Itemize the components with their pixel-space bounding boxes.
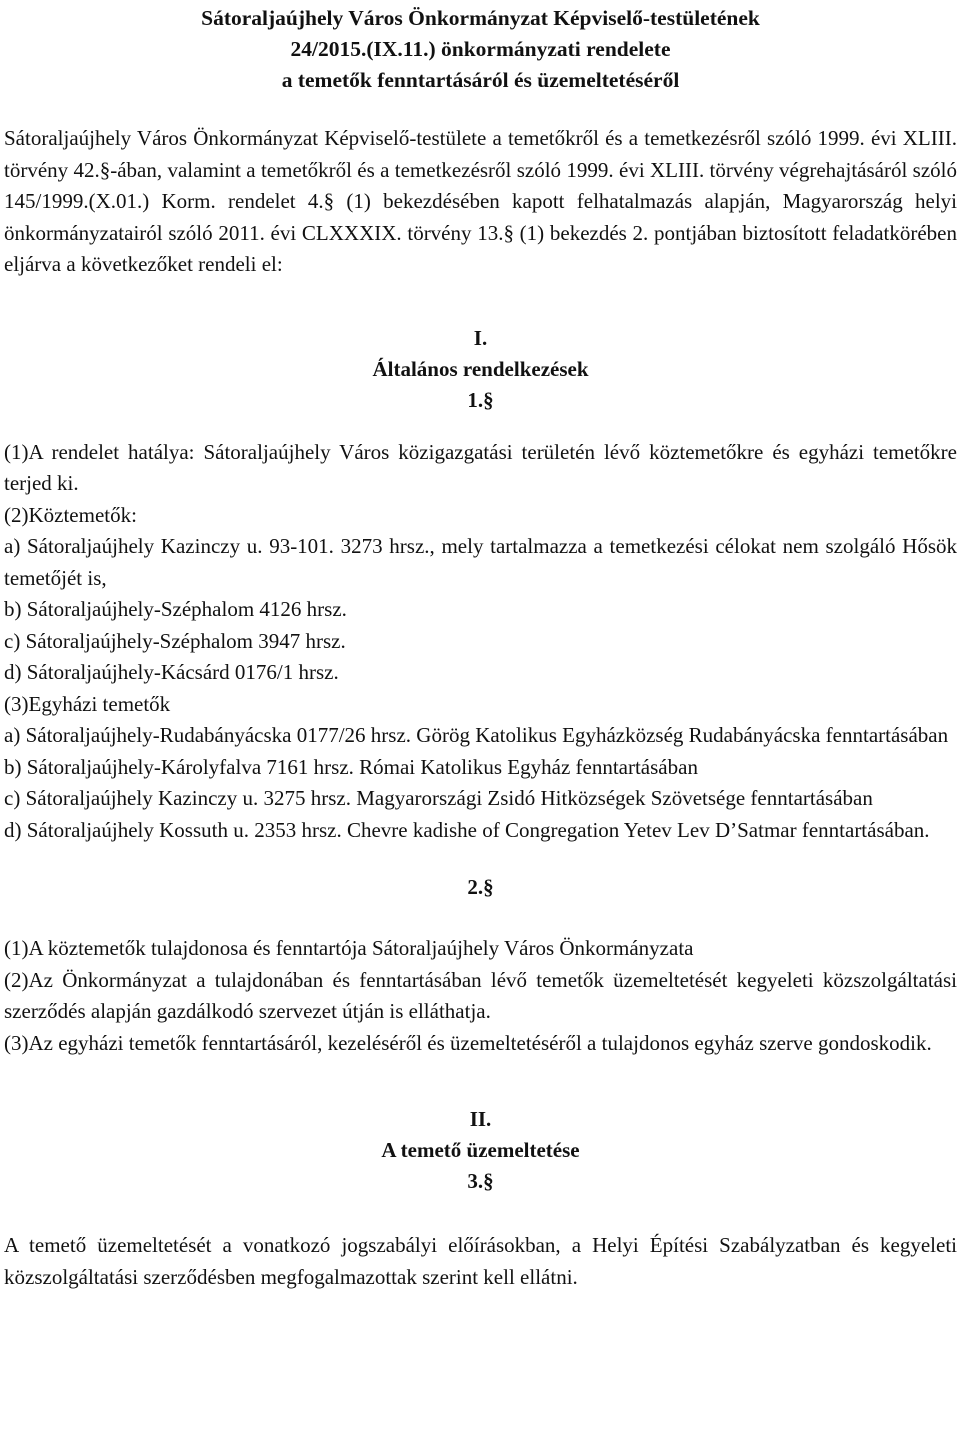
preamble: Sátoraljaújhely Város Önkormányzat Képviselő-testülete a temetőkről és a temetkezésről szóló 1999. évi XLIII. törvény 42.§-ában, valamint a temetőkről és a temetkezésről szóló 1999. évi XLIII. törvény végrehajtásáról szóló 145/1999.(X.01.) Korm. rendelet 4.§ (1) bekezdésében kapott felhatalmazás alapján, Magyarország helyi önkormányzatairól szóló 2011. évi CLXXXIX. törvény 13.§ (1) bekezdés 2. pontjában biztosított feladatkörében eljárva a következőket rendeli el: xyxy=(4,126,957,276)
title-line-1: Sátoraljaújhely Város Önkormányzat Képviselő-testületének xyxy=(201,6,760,30)
chapter-2-number: II. xyxy=(469,1107,492,1131)
chapter-1-number: I. xyxy=(473,325,488,350)
chapter-2-title: A temető üzemeltetése xyxy=(381,1138,580,1162)
list-item: c) Sátoraljaújhely-Széphalom 3947 hrsz. xyxy=(4,628,346,653)
paragraph: (3)Az egyházi temetők fenntartásáról, kezeléséről és üzemeltetéséről a tulajdonos egyház szerve gondoskodik. xyxy=(4,1030,932,1055)
list-item: a) Sátoraljaújhely Kazinczy u. 93-101. 3273 hrsz., mely tartalmazza a temetkezési célokat nem szolgáló Hősök temetőjét is, xyxy=(4,534,957,590)
paragraph: (1)A rendelet hatálya: Sátoraljaújhely Város közigazgatási területén lévő köztemetőkre és egyházi temetőkre terjed ki. xyxy=(4,439,957,495)
list-item: d) Sátoraljaújhely-Kácsárd 0176/1 hrsz. xyxy=(4,660,339,684)
paragraph: (2)Köztemetők: xyxy=(4,502,137,527)
document-page xyxy=(4,0,957,1293)
title-line-3: a temetők fenntartásáról és üzemeltetéséről xyxy=(281,68,680,92)
paragraph: (1)A köztemetők tulajdonosa és fenntartója Sátoraljaújhely Város Önkormányzata xyxy=(4,936,694,960)
chapter-1-title: Általános rendelkezések xyxy=(372,356,589,381)
list-item: b) Sátoraljaújhely-Károlyfalva 7161 hrsz. Római Katolikus Egyház fenntartásában xyxy=(4,754,698,779)
list-item: a) Sátoraljaújhely-Rudabányácska 0177/26 hrsz. Görög Katolikus Egyházközség Rudabányácska fenntartásában xyxy=(4,723,949,747)
paragraph: (2)Az Önkormányzat a tulajdonában és fenntartásában lévő temetők üzemeltetését kegyeleti közszolgáltatási szerződés alapján gazdálkodó szervezet útján is elláthatja. xyxy=(4,967,957,1023)
paragraph: (3)Egyházi temetők xyxy=(4,691,171,716)
section-1-body xyxy=(4,437,957,847)
list-item: d) Sátoraljaújhely Kossuth u. 2353 hrsz. Chevre kadishe of Congregation Yetev Lev D’Satmar fenntartásában. xyxy=(4,817,930,842)
list-item: c) Sátoraljaújhely Kazinczy u. 3275 hrsz. Magyarországi Zsidó Hitközségek Szövetsége fenntartásában xyxy=(4,786,873,810)
section-2-heading: 2.§ xyxy=(467,875,494,899)
list-item: b) Sátoraljaújhely-Széphalom 4126 hrsz. xyxy=(4,597,347,621)
section-2-body xyxy=(4,933,957,1059)
section-3-body xyxy=(4,1230,957,1293)
document-title xyxy=(4,3,957,96)
title-line-2: 24/2015.(IX.11.) önkormányzati rendelete xyxy=(290,37,671,61)
paragraph: A temető üzemeltetését a vonatkozó jogszabályi előírásokban, a Helyi Építési Szabályzatban és kegyeleti közszolgáltatási szerződésben megfogalmazottak szerint kell ellátni. xyxy=(4,1233,957,1289)
section-3-heading: 3.§ xyxy=(467,1169,494,1193)
section-1-heading: 1.§ xyxy=(467,387,494,412)
